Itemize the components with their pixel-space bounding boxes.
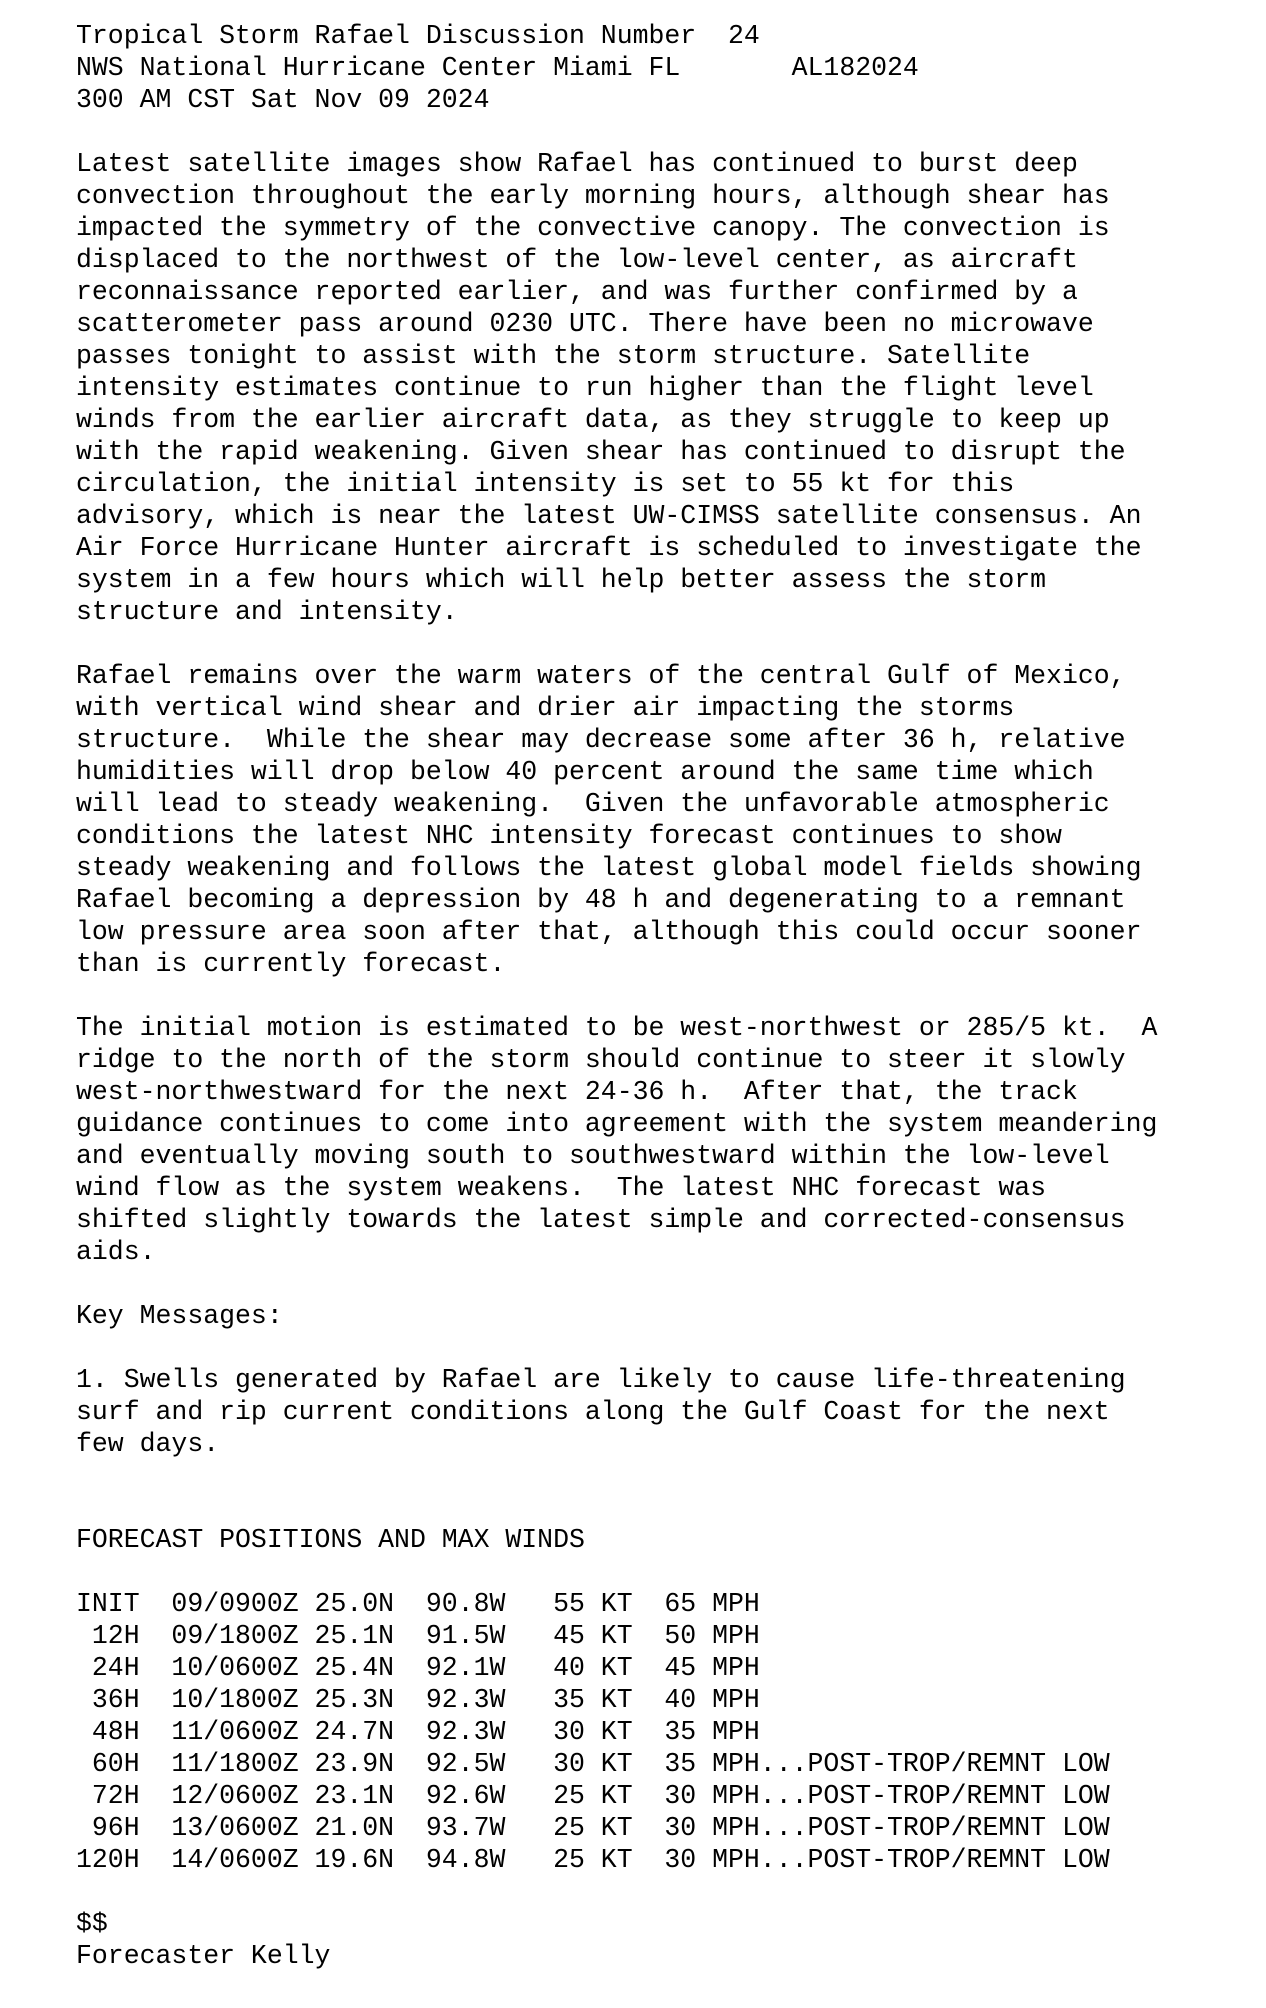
forecast-row: 120H 14/0600Z 19.6N 94.8W 25 KT 30 MPH...POST-TROP/REMNT LOW	[76, 1845, 1110, 1875]
text-line: surf and rip current conditions along the Gulf Coast for the next	[76, 1397, 1110, 1427]
spacer	[76, 1876, 1256, 1908]
text-line: will lead to steady weakening. Given the unfavorable atmospheric	[76, 789, 1110, 819]
text-line: steady weakening and follows the latest global model fields showing	[76, 853, 1142, 883]
text-line: structure. While the shear may decrease some after 36 h, relative	[76, 725, 1126, 755]
text-line: few days.	[76, 1429, 220, 1459]
office-line: NWS National Hurricane Center Miami FL AL182024	[76, 53, 919, 83]
text-line: and eventually moving south to southwestward within the low-level	[76, 1141, 1110, 1171]
discussion-document	[76, 20, 1256, 1972]
text-line: west-northwestward for the next 24-36 h. After that, the track	[76, 1077, 1078, 1107]
forecast-row: 48H 11/0600Z 24.7N 92.3W 30 KT 35 MPH	[76, 1717, 760, 1747]
text-line: system in a few hours which will help better assess the storm	[76, 565, 1047, 595]
text-line: scatterometer pass around 0230 UTC. There have been no microwave	[76, 309, 1094, 339]
text-line: with vertical wind shear and drier air impacting the storms	[76, 693, 1015, 723]
forecast-row: 60H 11/1800Z 23.9N 92.5W 30 KT 35 MPH...POST-TROP/REMNT LOW	[76, 1749, 1110, 1779]
paragraph-intensity	[76, 660, 1256, 980]
text-line: shifted slightly towards the latest simple and corrected-consensus	[76, 1205, 1126, 1235]
text-line: wind flow as the system weakens. The latest NHC forecast was	[76, 1173, 1047, 1203]
spacer	[76, 1492, 1256, 1524]
text-line: 1. Swells generated by Rafael are likely to cause life-threatening	[76, 1365, 1126, 1395]
key-message-item	[76, 1364, 1256, 1460]
spacer	[76, 1556, 1256, 1588]
text-line: circulation, the initial intensity is set to 55 kt for this	[76, 469, 1015, 499]
spacer	[76, 116, 1256, 148]
paragraph-satellite	[76, 148, 1256, 628]
text-line: with the rapid weakening. Given shear has continued to disrupt the	[76, 437, 1126, 467]
text-line: intensity estimates continue to run higher than the flight level	[76, 373, 1094, 403]
forecast-row: 24H 10/0600Z 25.4N 92.1W 40 KT 45 MPH	[76, 1653, 760, 1683]
text-line: reconnaissance reported earlier, and was further confirmed by a	[76, 277, 1078, 307]
text-line: displaced to the northwest of the low-level center, as aircraft	[76, 245, 1078, 275]
text-line: aids.	[76, 1237, 156, 1267]
text-line: The initial motion is estimated to be west-northwest or 285/5 kt. A	[76, 1013, 1158, 1043]
spacer	[76, 980, 1256, 1012]
text-line: guidance continues to come into agreement with the system meandering	[76, 1109, 1158, 1139]
text-line: humidities will drop below 40 percent around the same time which	[76, 757, 1094, 787]
forecast-heading: FORECAST POSITIONS AND MAX WINDS	[76, 1525, 585, 1555]
text-line: Rafael remains over the warm waters of the central Gulf of Mexico,	[76, 661, 1126, 691]
forecast-table	[76, 1588, 1256, 1876]
forecast-row: 72H 12/0600Z 23.1N 92.6W 25 KT 30 MPH...POST-TROP/REMNT LOW	[76, 1781, 1110, 1811]
spacer	[76, 1332, 1256, 1364]
forecast-row: 36H 10/1800Z 25.3N 92.3W 35 KT 40 MPH	[76, 1685, 760, 1715]
key-messages-heading: Key Messages:	[76, 1301, 283, 1331]
discussion-title: Tropical Storm Rafael Discussion Number 24	[76, 21, 760, 51]
text-line: winds from the earlier aircraft data, as they struggle to keep up	[76, 405, 1110, 435]
forecast-row: 96H 13/0600Z 21.0N 93.7W 25 KT 30 MPH...POST-TROP/REMNT LOW	[76, 1813, 1110, 1843]
spacer	[76, 1268, 1256, 1300]
text-line: Latest satellite images show Rafael has continued to burst deep	[76, 149, 1078, 179]
text-line: conditions the latest NHC intensity forecast continues to show	[76, 821, 1062, 851]
forecast-row: 12H 09/1800Z 25.1N 91.5W 45 KT 50 MPH	[76, 1621, 760, 1651]
text-line: than is currently forecast.	[76, 949, 506, 979]
text-line: impacted the symmetry of the convective canopy. The convection is	[76, 213, 1110, 243]
text-line: passes tonight to assist with the storm structure. Satellite	[76, 341, 1031, 371]
text-line: Air Force Hurricane Hunter aircraft is scheduled to investigate the	[76, 533, 1142, 563]
forecaster-signature: Forecaster Kelly	[76, 1941, 331, 1971]
forecast-row: INIT 09/0900Z 25.0N 90.8W 55 KT 65 MPH	[76, 1589, 760, 1619]
text-line: ridge to the north of the storm should continue to steer it slowly	[76, 1045, 1126, 1075]
spacer	[76, 1460, 1256, 1492]
text-line: Rafael becoming a depression by 48 h and degenerating to a remnant	[76, 885, 1126, 915]
end-marker: $$	[76, 1909, 108, 1939]
text-line: structure and intensity.	[76, 597, 458, 627]
issuance-time: 300 AM CST Sat Nov 09 2024	[76, 85, 490, 115]
paragraph-motion	[76, 1012, 1256, 1268]
text-line: convection throughout the early morning hours, although shear has	[76, 181, 1110, 211]
text-line: advisory, which is near the latest UW-CIMSS satellite consensus. An	[76, 501, 1142, 531]
spacer	[76, 628, 1256, 660]
text-line: low pressure area soon after that, although this could occur sooner	[76, 917, 1142, 947]
